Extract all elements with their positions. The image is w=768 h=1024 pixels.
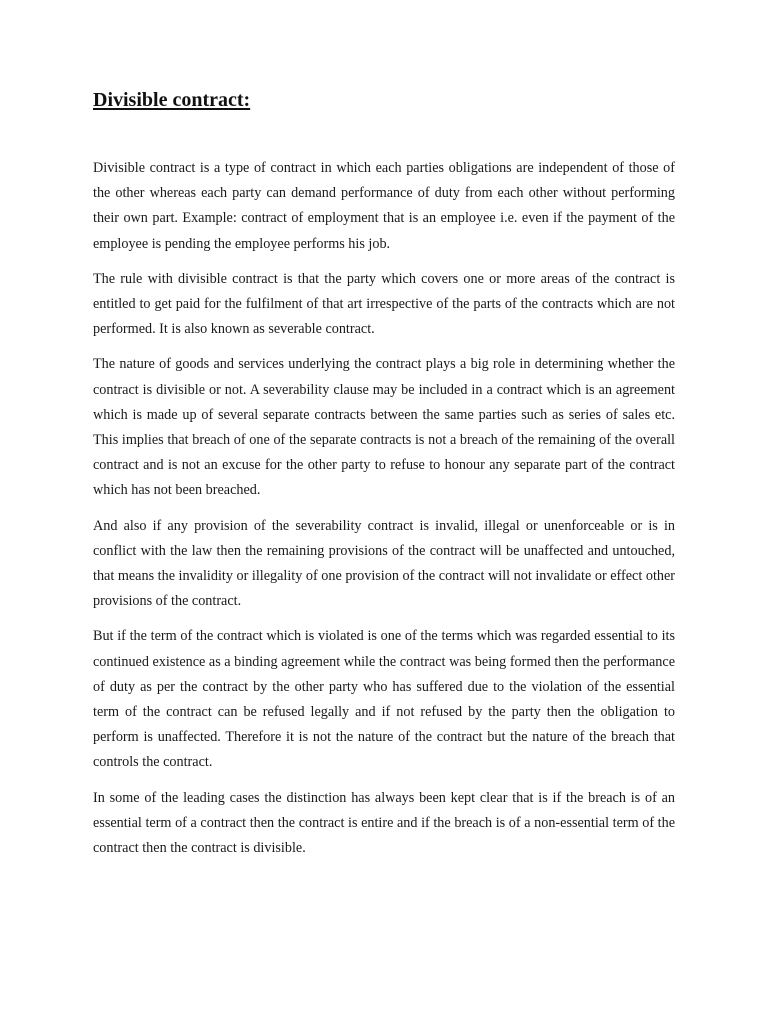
paragraph-5: But if the term of the contract which is violated is one of the terms which was regarded essential to its continued existence as a binding agreement while the contract was being formed then the performance of duty as per the contract by the other party who has suffered due to the violation of the essential term of the contract can be refused legally and if not refused by the party then the obligation to perform is unaffected. Therefore it is not the nature of the contract but the nature of the breach that controls the contract.: [93, 628, 675, 771]
paragraph-2: The rule with divisible contract is that the party which covers one or more areas of the contract is entitled to get paid for the fulfilment of that art irrespective of the parts of the contracts which are not performed. It is also known as severable contract.: [93, 270, 675, 338]
paragraph-3: The nature of goods and services underlying the contract plays a big role in determining whether the contract is divisible or not. A severability clause may be included in a contract which is an agreement which is made up of several separate contracts between the same parties such as series of sales etc. This implies that breach of one of the separate contracts is not a breach of the remaining of the overall contract and is not an excuse for the other party to refuse to honour any separate part of the contract which has not been breached.: [93, 356, 675, 499]
document-content: [93, 86, 675, 871]
document-title: Divisible contract:: [93, 89, 251, 111]
paragraph-4: And also if any provision of the severability contract is invalid, illegal or unenforceable or is in conflict with the law then the remaining provisions of the contract will be unaffected and untouched, that means the invalidity or illegality of one provision of the contract will not invalidate or effect other provisions of the contract.: [93, 517, 675, 610]
paragraph-1: Divisible contract is a type of contract in which each parties obligations are independent of those of the other whereas each party can demand performance of duty from each other without performing their own part. Example: contract of employment that is an employee i.e. even if the payment of the employee is pending the employee performs his job.: [93, 160, 675, 252]
paragraph-6: In some of the leading cases the distinction has always been kept clear that is if the breach is of an essential term of a contract then the contract is entire and if the breach is of a non-essential term of the contract then the contract is divisible.: [93, 789, 675, 857]
document-body: [93, 156, 675, 861]
